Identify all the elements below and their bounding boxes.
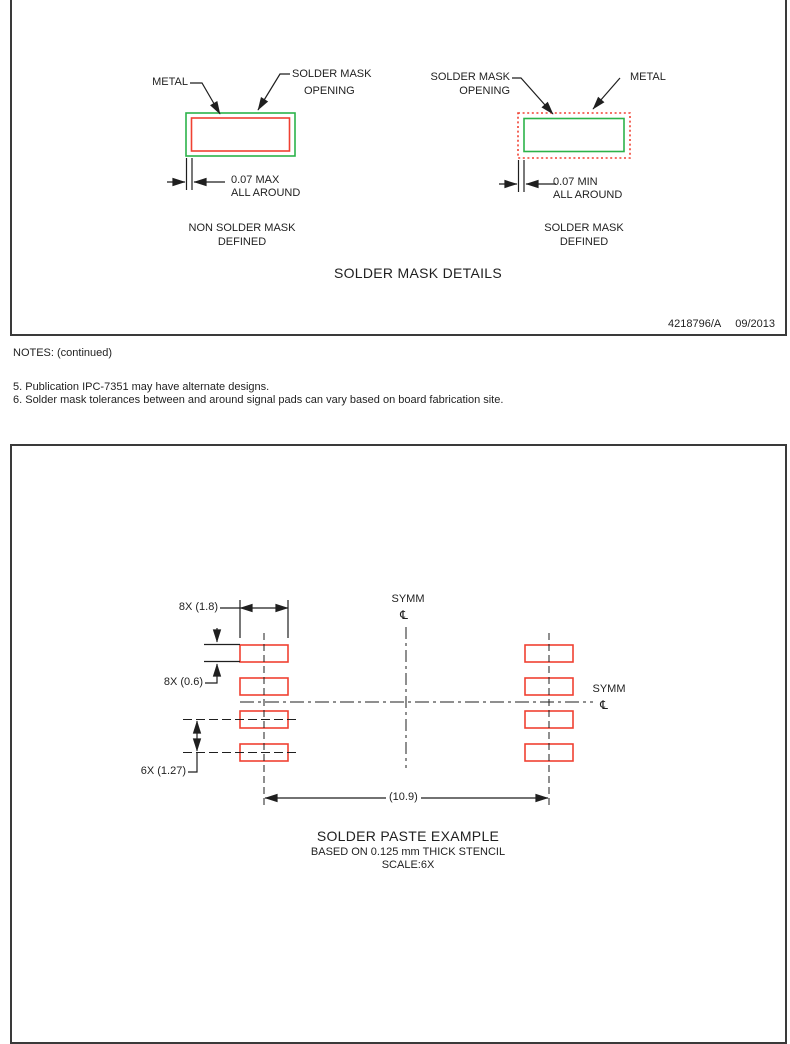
solder-mask-details-frame	[10, 0, 787, 336]
centerline-symbol-top: ℄	[400, 608, 408, 622]
nsmd-caption-line1: NON SOLDER MASK	[188, 222, 296, 234]
smd-dim-value: 0.07 MIN	[553, 176, 598, 188]
symm-label-right: SYMM	[592, 683, 626, 695]
nsmd-caption-line2: DEFINED	[217, 236, 267, 248]
span-dim-label: (10.9)	[386, 791, 421, 804]
drawing-date: 09/2013	[735, 318, 775, 330]
smd-metal-label: METAL	[630, 71, 666, 83]
note-item-5: 5. Publication IPC-7351 may have alternate designs.	[13, 381, 270, 393]
smd-caption-line1: SOLDER MASK	[544, 222, 624, 234]
nsmd-dim-qualifier: ALL AROUND	[231, 187, 301, 199]
solder-paste-frame	[10, 444, 787, 1044]
smd-opening-label-line2: OPENING	[459, 85, 510, 97]
smd-caption-line2: DEFINED	[559, 236, 609, 248]
nsmd-metal-label: METAL	[152, 76, 188, 88]
note-item-6: 6. Solder mask tolerances between and around signal pads can vary based on board fabrication site.	[13, 394, 504, 406]
solder-mask-details-title: SOLDER MASK DETAILS	[333, 265, 503, 281]
smd-opening-label-line1: SOLDER MASK	[430, 71, 510, 83]
pad-height-dim-label: 8X (0.6)	[163, 676, 203, 688]
smd-dim-qualifier: ALL AROUND	[553, 189, 623, 201]
centerline-symbol-right: ℄	[600, 698, 608, 712]
solder-paste-subtitle: BASED ON 0.125 mm THICK STENCIL	[310, 846, 506, 858]
nsmd-dim-value: 0.07 MAX	[231, 174, 280, 186]
pad-width-dim-label: 8X (1.8)	[178, 601, 218, 613]
drawing-number-block	[620, 318, 775, 331]
notes-header: NOTES: (continued)	[13, 347, 113, 359]
nsmd-opening-label-line1: SOLDER MASK	[292, 68, 372, 80]
nsmd-opening-label-line2: OPENING	[304, 85, 355, 97]
symm-label-top: SYMM	[391, 593, 425, 605]
solder-paste-title: SOLDER PASTE EXAMPLE	[316, 828, 500, 844]
solder-paste-scale: SCALE:6X	[381, 859, 435, 871]
pitch-dim-label: 6X (1.27)	[140, 765, 186, 777]
drawing-number: 4218796/A	[668, 318, 722, 330]
